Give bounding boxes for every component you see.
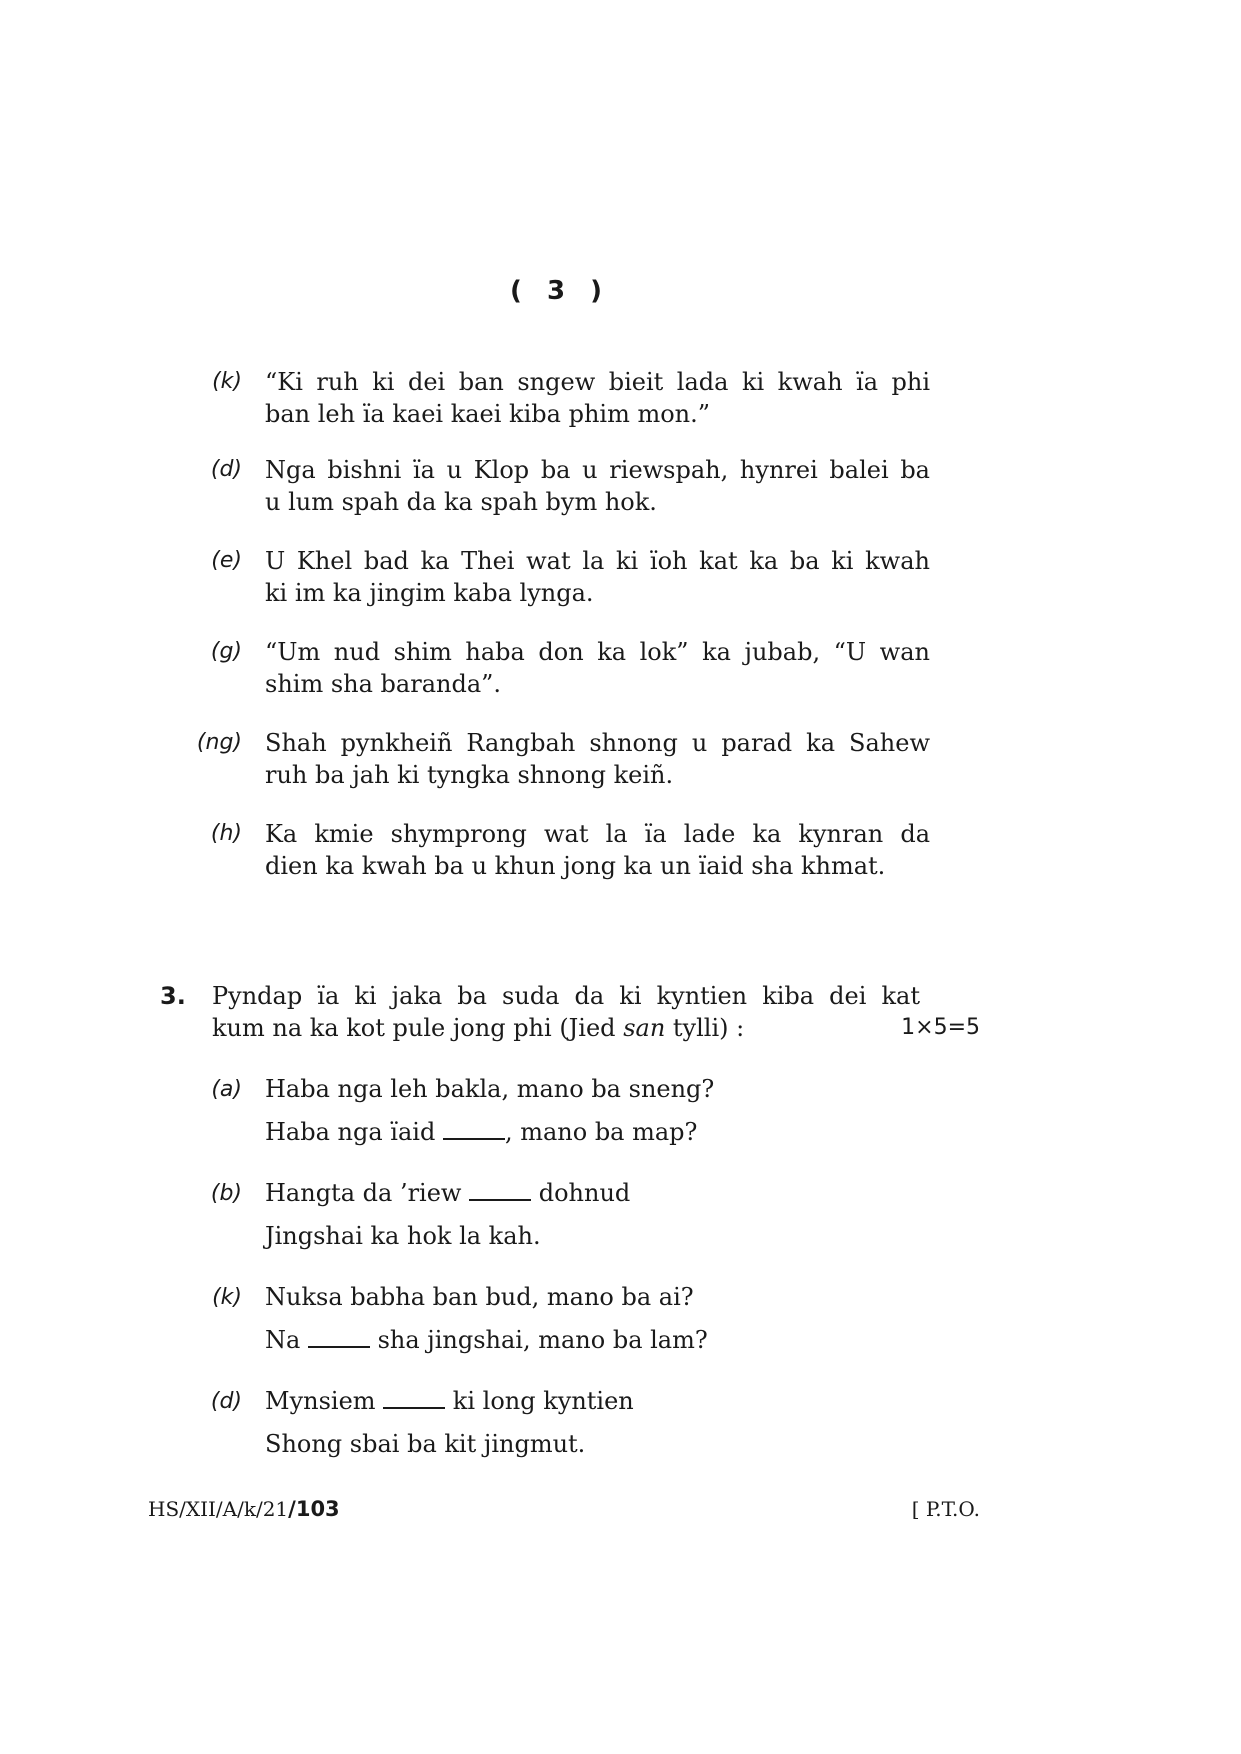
sub-question	[190, 1172, 930, 1258]
marks: 1×5=5	[901, 1015, 980, 1040]
sub-line: Haba nga ïaid , mano ba map?	[265, 1118, 698, 1146]
fill-blank	[308, 1326, 370, 1348]
fill-blank	[383, 1387, 445, 1409]
sub-label: (b)	[210, 1181, 242, 1206]
question-line: Pyndap ïa ki jaka ba suda da ki kyntien kiba dei kat	[212, 982, 920, 1010]
fill-blank	[443, 1118, 505, 1140]
list-item	[190, 545, 930, 609]
item-line: shim sha baranda”.	[265, 670, 502, 698]
sub-line: Shong sbai ba kit jingmut.	[265, 1430, 586, 1458]
question-line-2: kum na ka kot pule jong phi (Jied san tylli) :	[212, 1014, 745, 1042]
fill-blank	[469, 1179, 531, 1201]
sub-line: Jingshai ka hok la kah.	[265, 1222, 541, 1250]
sub-line: Hangta da ’riew dohnud	[265, 1179, 631, 1207]
list-item	[190, 818, 930, 882]
sub-question	[190, 1068, 930, 1154]
sub-line: Haba nga leh bakla, mano ba sneng?	[265, 1075, 715, 1103]
sub-question	[190, 1276, 930, 1362]
item-line: dien ka kwah ba u khun jong ka un ïaid sha khmat.	[265, 852, 886, 880]
item-line: Shah pynkheiñ Rangbah shnong u parad ka Sahew	[265, 729, 930, 757]
sub-line: Mynsiem ki long kyntien	[265, 1387, 634, 1415]
question-number: 3.	[160, 982, 186, 1010]
sub-label: (k)	[212, 1285, 242, 1310]
list-item	[190, 454, 930, 518]
list-item	[190, 366, 930, 430]
item-line: Nga bishni ïa u Klop ba u riewspah, hynrei balei ba	[265, 456, 930, 484]
list-item	[190, 636, 930, 700]
item-line: ruh ba jah ki tyngka shnong keiñ.	[265, 761, 674, 789]
item-line: ban leh ïa kaei kaei kiba phim mon.”	[265, 400, 711, 428]
item-line: u lum spah da ka spah bym hok.	[265, 488, 657, 516]
item-label: (g)	[210, 639, 242, 664]
sub-line: Nuksa babha ban bud, mano ba ai?	[265, 1283, 694, 1311]
footer-pto: [ P.T.O.	[911, 1497, 980, 1521]
item-line: Ka kmie shymprong wat la ïa lade ka kynran da	[265, 820, 930, 848]
question-3	[160, 980, 980, 1044]
sub-question	[190, 1380, 930, 1466]
item-label: (h)	[210, 821, 242, 846]
sub-label: (d)	[210, 1389, 242, 1414]
list-item	[190, 727, 930, 791]
footer-code: HS/XII/A/k/21/103	[148, 1497, 340, 1521]
item-label: (k)	[212, 369, 242, 394]
sub-label: (a)	[211, 1077, 242, 1102]
item-line: ki im ka jingim kaba lynga.	[265, 579, 594, 607]
item-label: (d)	[210, 457, 242, 482]
item-line: “Um nud shim haba don ka lok” ka jubab, “U wan	[265, 638, 930, 666]
sub-line: Na sha jingshai, mano ba lam?	[265, 1326, 708, 1354]
item-line: U Khel bad ka Thei wat la ki ïoh kat ka ba ki kwah	[265, 547, 930, 575]
item-label: (ng)	[196, 730, 242, 755]
page-number: ( 3 )	[510, 276, 610, 306]
item-label: (e)	[211, 548, 242, 573]
item-line: “Ki ruh ki dei ban sngew bieit lada ki kwah ïa phi	[265, 368, 930, 396]
